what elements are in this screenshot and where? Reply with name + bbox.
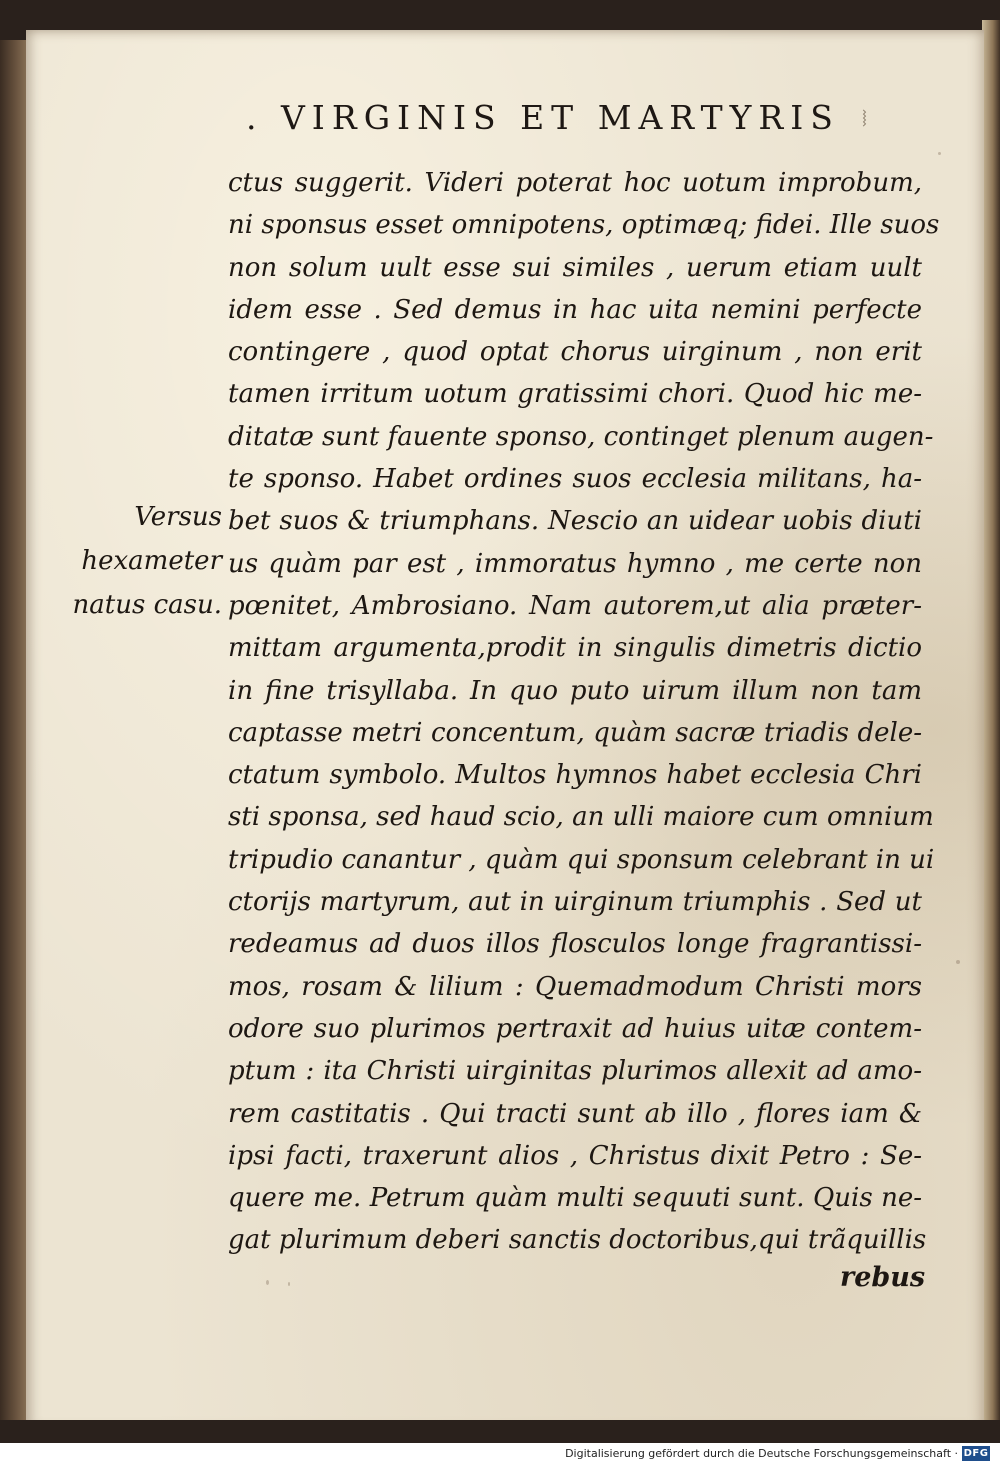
text-line: gat plurimum deberi sanctis doctoribus,qui trãquillis [228, 1225, 927, 1256]
paper-speck [956, 960, 960, 964]
funding-credit: Digitalisierung gefördert durch die Deutsche Forschungsgemeinschaft · [565, 1447, 958, 1460]
running-head-bracket-mark: ⧘ [862, 104, 868, 132]
scan-bottom-band [0, 1420, 1000, 1443]
text-line: mittam argumenta,prodit in singulis dimetris dictio [228, 633, 922, 664]
text-line: contingere , quod optat chorus uirginum , non erit [228, 337, 922, 368]
text-line: in fine trisyllaba. In quo puto uirum illum non tam [228, 675, 922, 706]
text-line: ni sponsus esset omnipotens, optimæq; fidei. Ille suos [228, 210, 940, 241]
text-line: rem castitatis . Qui tracti sunt ab illo , flores iam & [228, 1098, 922, 1129]
paper-speck [938, 152, 941, 155]
text-line: odore suo plurimos pertraxit ad huius uitæ contem- [228, 1013, 922, 1044]
marginal-note-line: hexameter [81, 546, 222, 576]
text-line: tripudio canantur , quàm qui sponsum celebrant in ui [228, 844, 935, 875]
text-line: bet suos & triumphans. Nescio an uidear uobis diuti [228, 506, 922, 537]
paper-speck [288, 1282, 290, 1286]
page-fore-edge [982, 20, 1000, 1420]
text-line: non solum uult esse sui similes , uerum etiam uult [228, 252, 922, 283]
text-line: ctorijs martyrum, aut in uirginum triumphis . Sed ut [228, 887, 922, 918]
paper-speck [266, 1280, 269, 1285]
text-line: ptum : ita Christi uirginitas plurimos allexit ad amo- [228, 1056, 922, 1087]
marginal-note-line: Versus [134, 502, 222, 532]
text-line: redeamus ad duos illos flosculos longe fragrantissi- [228, 929, 922, 960]
text-line: captasse metri concentum, quàm sacræ triadis dele- [228, 717, 922, 748]
binding-edge [0, 40, 28, 1430]
text-line: idem esse . Sed demus in hac uita nemini perfecte [228, 294, 922, 325]
catchword: rebus [840, 1262, 926, 1293]
text-line: sti sponsa, sed haud scio, an ulli maiore cum omnium [228, 802, 934, 833]
text-line: ipsi facti, traxerunt alios , Christus dixit Petro : Se- [228, 1140, 922, 1171]
text-line: te sponso. Habet ordines suos ecclesia militans, ha- [228, 464, 922, 495]
running-head: . VIRGINIS ET MARTYRIS [246, 98, 840, 137]
body-text [228, 162, 940, 1262]
text-line: tamen irritum uotum gratissimi chori. Quod hic me- [228, 379, 922, 410]
text-line: us quàm par est , immoratus hymno , me certe non [228, 548, 922, 579]
text-line: ditatæ sunt fauente sponso, continget plenum augen- [228, 421, 934, 452]
text-line: ctatum symbolo. Multos hymnos habet ecclesia Chri [228, 760, 922, 791]
dfg-logo: DFG [963, 1448, 989, 1459]
text-line: mos, rosam & lilium : Quemadmodum Christi mors [228, 971, 922, 1002]
text-line: ctus suggerit. Videri poterat hoc uotum improbum, [228, 168, 922, 198]
text-line: quere me. Petrum quàm multi sequuti sunt. Quis ne- [228, 1183, 922, 1214]
text-line: pœnitet, Ambrosiano. Nam autorem,ut alia præter- [228, 590, 922, 621]
marginal-note-line: natus casu. [72, 590, 222, 620]
